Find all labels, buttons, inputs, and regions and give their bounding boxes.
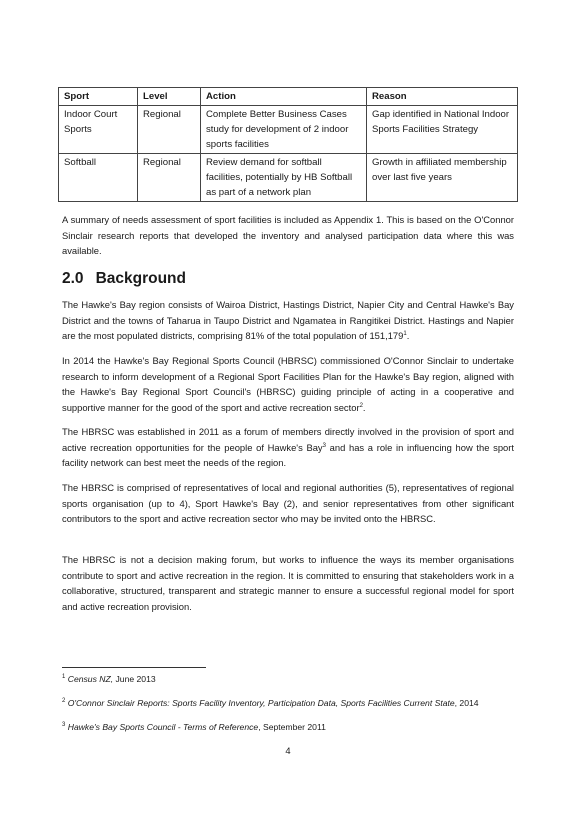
footnote-divider bbox=[62, 667, 206, 668]
table-cell: Regional bbox=[138, 154, 201, 202]
summary-paragraph: A summary of needs assessment of sport facilities is included as Appendix 1. This is based on the O'Connor Sinclair research reports that developed the inventory and analysed participation data where this was available. bbox=[62, 214, 514, 257]
footnote-ref-3: 3 bbox=[322, 442, 326, 449]
table-row bbox=[59, 154, 518, 202]
paragraph-text: The Hawke's Bay region consists of Wairoa District, Hastings District, Napier City and Central Hawke's Bay District and the towns of Taharua in Taupo District and Ngamatea in Rangitikei District. Hastings and Napier are the most populated districts, comprising 81% of the total population of 151,179 bbox=[62, 299, 514, 342]
footnote-number: 2 bbox=[62, 698, 66, 705]
sports-facilities-table bbox=[58, 87, 518, 202]
footnote-date: June 2013 bbox=[113, 674, 156, 684]
section-heading bbox=[62, 270, 198, 288]
footnote-ref-1: 1 bbox=[403, 331, 407, 338]
table-cell: Gap identified in National Indoor Sports Facilities Strategy bbox=[367, 106, 518, 154]
background-paragraph-2 bbox=[62, 353, 514, 415]
footnote-number: 1 bbox=[62, 674, 66, 681]
table-header-cell: Sport bbox=[59, 88, 138, 106]
table-cell: Regional bbox=[138, 106, 201, 154]
footnote-date: , September 2011 bbox=[258, 722, 326, 732]
table-cell: Complete Better Business Cases study for development of 2 indoor sports facilities bbox=[201, 106, 367, 154]
footnote-date: , 2014 bbox=[454, 698, 479, 708]
footnote-source: O'Connor Sinclair Reports: Sports Facility Inventory, Participation Data, Sports Facilities Current State bbox=[67, 698, 455, 708]
paragraph-text: . bbox=[406, 330, 410, 342]
table-cell: Review demand for softball facilities, potentially by HB Softball as part of a network plan bbox=[201, 154, 367, 202]
table-header-cell: Reason bbox=[367, 88, 518, 106]
table-row bbox=[59, 106, 518, 154]
background-paragraph-3 bbox=[62, 424, 514, 471]
background-paragraph-1 bbox=[62, 297, 514, 344]
footnote-2 bbox=[62, 697, 479, 709]
footnote-source: Census NZ, bbox=[67, 674, 114, 684]
table-header-cell: Action bbox=[201, 88, 367, 106]
page-number: 4 bbox=[285, 745, 291, 756]
background-paragraph-4: The HBRSC is comprised of representatives of local and regional authorities (5), representatives of regional sports organisation (up to 4), Sport Hawke's Bay (2), and senior representatives from other significant contributors to the sport and active recreation sector who may be invited onto the HBRSC. bbox=[62, 482, 514, 525]
table-header-cell: Level bbox=[138, 88, 201, 106]
section-title: Background bbox=[95, 270, 186, 287]
footnote-1 bbox=[62, 673, 156, 685]
footnote-source: Hawke's Bay Sports Council - Terms of Reference bbox=[67, 722, 259, 732]
footnote-number: 3 bbox=[62, 722, 66, 729]
footnote-3 bbox=[62, 721, 326, 733]
table-header-row bbox=[59, 88, 518, 106]
background-paragraph-5: The HBRSC is not a decision making forum, but works to influence the ways its member organisations contribute to sport and active recreation in the region. It is committed to ensuring that stakeholders work in a collaborative, structured, transparent and strategic manner to ensure a successful regional model for sport and active recreation provision. bbox=[62, 554, 514, 612]
paragraph-text: . bbox=[362, 401, 366, 413]
paragraph-text: and has a role in influencing how the sport facility network can best meet the needs of the region. bbox=[62, 441, 514, 469]
section-number: 2.0 bbox=[62, 270, 84, 287]
table-cell: Softball bbox=[59, 154, 138, 202]
table-cell: Growth in affiliated membership over last five years bbox=[367, 154, 518, 202]
paragraph-text: In 2014 the Hawke's Bay Regional Sports Council (HBRSC) commissioned O'Connor Sinclair to undertake research to inform development of a Regional Sport Facilities Plan for the Hawke's Bay region, aligned with the Hawke's Bay Regional Sport Council's (HBRSC) guiding principle of acting in a cooperative and supportive manner for the good of the sport and active recreation sector bbox=[62, 355, 514, 413]
footnote-ref-2: 2 bbox=[359, 402, 363, 409]
table-cell: Indoor Court Sports bbox=[59, 106, 138, 154]
paragraph-text: The HBRSC was established in 2011 as a forum of members directly involved in the provision of sport and active recreation opportunities for the people of Hawke's Bay bbox=[62, 426, 514, 453]
